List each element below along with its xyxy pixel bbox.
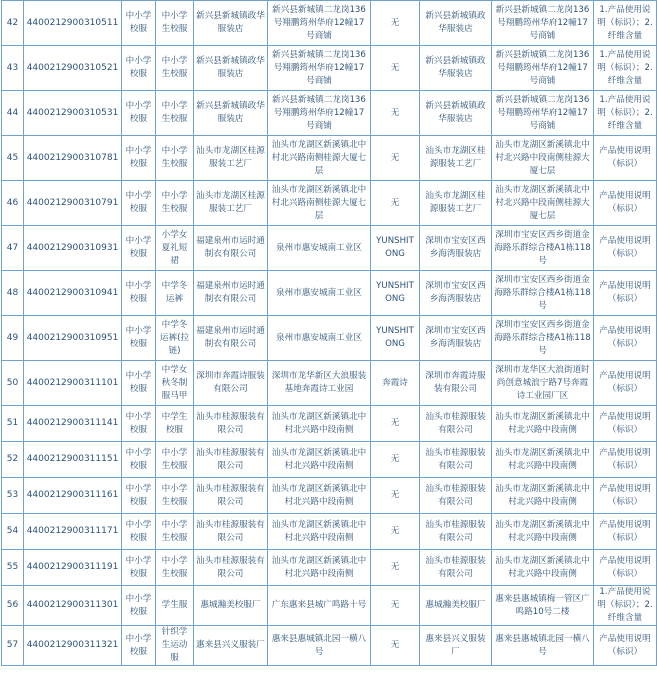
cell-sample-code: 4400212900310951 (24, 316, 122, 361)
cell-nonconforming-items: 产品使用说明（标识） (594, 406, 657, 442)
table-row (2, 181, 657, 226)
cell-manufacturer-address: 深圳市龙华新区大浪服装基地奔霞诗工业园 (268, 361, 371, 406)
table-row (2, 316, 657, 361)
cell-nonconforming-items: 产品使用说明（标识） (594, 550, 657, 586)
cell-sample-code: 4400212900311161 (24, 478, 122, 514)
cell-brand: 无 (371, 91, 420, 136)
cell-nonconforming-items: 1.产品使用说明（标识）；2.纤维含量 (594, 1, 657, 46)
cell-row-number: 48 (2, 271, 24, 316)
cell-product-name: 中小学生校服 (156, 550, 194, 586)
cell-nonconforming-items: 产品使用说明（标识） (594, 271, 657, 316)
cell-product-name: 中小学生校服 (156, 514, 194, 550)
cell-brand: 无 (371, 406, 420, 442)
cell-manufacturer-address: 汕头市龙湖区新溪镇北中村北兴路中段南侧 (268, 514, 371, 550)
cell-row-number: 43 (2, 46, 24, 91)
cell-manufacturer: 福建泉州市运时通制衣有限公司 (194, 316, 268, 361)
cell-nonconforming-items: 1.产品使用说明（标识）；2.纤维含量 (594, 91, 657, 136)
cell-category: 中小学校服 (122, 626, 156, 666)
cell-row-number: 46 (2, 181, 24, 226)
cell-sample-code: 4400212900311101 (24, 361, 122, 406)
table-row (2, 91, 657, 136)
cell-seller-address: 新兴县新城镇二龙岗136号翔鹏筠州华府12幢17号商铺 (492, 1, 594, 46)
cell-nonconforming-items: 1.产品使用说明（标识）；2.纤维含量 (594, 586, 657, 626)
table-row (2, 586, 657, 626)
cell-seller-address: 汕头市龙湖区新溪镇北中村北兴路中段南侧 (492, 550, 594, 586)
cell-nonconforming-items: 产品使用说明（标识） (594, 316, 657, 361)
cell-manufacturer-address: 泉州市惠安城南工业区 (268, 226, 371, 271)
cell-row-number: 57 (2, 626, 24, 666)
cell-category: 中小学校服 (122, 478, 156, 514)
cell-seller: 新兴县新城镇政华服装店 (420, 46, 492, 91)
cell-seller-address: 汕头市龙湖区新溪镇北中村北兴路中段南侧 (492, 514, 594, 550)
cell-sample-code: 4400212900310781 (24, 136, 122, 181)
cell-row-number: 53 (2, 478, 24, 514)
cell-manufacturer: 深圳市奔霞诗服装有限公司 (194, 361, 268, 406)
cell-product-name: 中学生校服 (156, 406, 194, 442)
cell-manufacturer: 汕头市龙湖区桂源服装工艺厂 (194, 181, 268, 226)
cell-manufacturer-address: 汕头市龙湖区新溪镇北中村北兴路中段南侧 (268, 478, 371, 514)
cell-manufacturer: 福建泉州市运时通制衣有限公司 (194, 226, 268, 271)
cell-manufacturer: 惠来县兴义服装厂 (194, 626, 268, 666)
cell-manufacturer-address: 汕头市龙湖区新溪镇北中村北兴路中段南侧 (268, 442, 371, 478)
cell-seller-address: 汕头市龙湖区新溪镇北中村北兴路中段南侧 (492, 442, 594, 478)
cell-manufacturer: 汕头市桂源服装有限公司 (194, 514, 268, 550)
cell-manufacturer-address: 广东惠来县城广鸣路十号 (268, 586, 371, 626)
cell-manufacturer-address: 汕头市龙湖区新溪镇北中村北兴路南侧桂源大厦七层 (268, 181, 371, 226)
cell-nonconforming-items: 产品使用说明（标识） (594, 442, 657, 478)
cell-brand: 无 (371, 626, 420, 666)
cell-row-number: 50 (2, 361, 24, 406)
cell-row-number: 45 (2, 136, 24, 181)
cell-product-name: 学生服 (156, 586, 194, 626)
cell-brand: 无 (371, 550, 420, 586)
cell-seller-address: 汕头市龙湖区新溪镇北中村北兴路中段南侧 (492, 406, 594, 442)
cell-manufacturer-address: 新兴县新城镇二龙岗136号翔鹏筠州华府12幢17号商铺 (268, 91, 371, 136)
cell-manufacturer: 新兴县新城镇政华服装店 (194, 46, 268, 91)
cell-manufacturer-address: 惠来县惠城镇北园一横八号 (268, 626, 371, 666)
cell-manufacturer: 汕头市桂源服装有限公司 (194, 406, 268, 442)
table-row (2, 550, 657, 586)
table-row (2, 271, 657, 316)
cell-seller-address: 汕头市龙湖区新溪镇北中村北兴路中段南侧 (492, 478, 594, 514)
cell-row-number: 44 (2, 91, 24, 136)
cell-category: 中小学校服 (122, 271, 156, 316)
cell-nonconforming-items: 产品使用说明（标识） (594, 514, 657, 550)
cell-product-name: 中小学生校服 (156, 46, 194, 91)
cell-seller-address: 汕头市龙湖区新溪镇北中村北兴路中段南侧桂源大厦七层 (492, 181, 594, 226)
cell-seller-address: 深圳市龙华区大浪街道时尚创意城浪宁路7号奔霞诗工业园厂区 (492, 361, 594, 406)
cell-manufacturer: 惠城瀚美校服厂 (194, 586, 268, 626)
cell-sample-code: 4400212900310791 (24, 181, 122, 226)
cell-seller-address: 惠来县惠城镇梅一管区广鸣路10号二楼 (492, 586, 594, 626)
cell-row-number: 51 (2, 406, 24, 442)
cell-brand: 无 (371, 136, 420, 181)
inspection-results-table (1, 0, 657, 666)
cell-product-name: 中小学生校服 (156, 136, 194, 181)
cell-seller: 惠来县兴义服装厂 (420, 626, 492, 666)
cell-category: 中小学校服 (122, 361, 156, 406)
cell-manufacturer-address: 泉州市惠安城南工业区 (268, 316, 371, 361)
cell-brand: YUNSHITONG (371, 316, 420, 361)
cell-manufacturer: 新兴县新城镇政华服装店 (194, 91, 268, 136)
cell-category: 中小学校服 (122, 1, 156, 46)
cell-brand: 奔霞诗 (371, 361, 420, 406)
cell-category: 中小学校服 (122, 136, 156, 181)
cell-manufacturer-address: 汕头市龙湖区新溪镇北中村北兴路南侧桂源大厦七层 (268, 136, 371, 181)
cell-row-number: 49 (2, 316, 24, 361)
cell-category: 中小学校服 (122, 91, 156, 136)
cell-category: 中小学校服 (122, 514, 156, 550)
cell-sample-code: 4400212900311151 (24, 442, 122, 478)
cell-row-number: 54 (2, 514, 24, 550)
cell-sample-code: 4400212900310931 (24, 226, 122, 271)
cell-nonconforming-items: 产品使用说明（标识） (594, 136, 657, 181)
table-row (2, 1, 657, 46)
cell-sample-code: 4400212900311171 (24, 514, 122, 550)
table-row (2, 406, 657, 442)
cell-brand: 无 (371, 46, 420, 91)
cell-category: 中小学校服 (122, 442, 156, 478)
cell-product-name: 中小学生校服 (156, 442, 194, 478)
cell-nonconforming-items: 产品使用说明（标识） (594, 478, 657, 514)
cell-seller-address: 新兴县新城镇二龙岗136号翔鹏筠州华府12幢17号商铺 (492, 46, 594, 91)
cell-manufacturer-address: 泉州市惠安城南工业区 (268, 271, 371, 316)
cell-seller-address: 深圳市宝安区西乡街道金海路乐群综合楼A1栋118号 (492, 316, 594, 361)
cell-category: 中小学校服 (122, 550, 156, 586)
cell-nonconforming-items: 产品使用说明（标识） (594, 361, 657, 406)
cell-brand: 无 (371, 442, 420, 478)
cell-manufacturer-address: 新兴县新城镇二龙岗136号翔鹏筠州华府12幢17号商铺 (268, 46, 371, 91)
cell-category: 中小学校服 (122, 406, 156, 442)
cell-row-number: 55 (2, 550, 24, 586)
cell-nonconforming-items: 产品使用说明（标识） (594, 226, 657, 271)
cell-category: 中小学校服 (122, 46, 156, 91)
cell-seller: 汕头市桂源服装有限公司 (420, 442, 492, 478)
cell-seller: 汕头市桂源服装有限公司 (420, 478, 492, 514)
cell-nonconforming-items: 1.产品使用说明（标识）；2.纤维含量 (594, 46, 657, 91)
cell-row-number: 42 (2, 1, 24, 46)
cell-manufacturer: 汕头市桂源服装有限公司 (194, 550, 268, 586)
cell-seller: 汕头市桂源服装有限公司 (420, 514, 492, 550)
cell-seller: 惠城瀚美校服厂 (420, 586, 492, 626)
cell-category: 中小学校服 (122, 181, 156, 226)
cell-seller: 新兴县新城镇政华服装店 (420, 91, 492, 136)
cell-sample-code: 4400212900311301 (24, 586, 122, 626)
cell-manufacturer-address: 汕头市龙湖区新溪镇北中村北兴路中段南侧 (268, 550, 371, 586)
cell-brand: 无 (371, 478, 420, 514)
table-row (2, 626, 657, 666)
cell-row-number: 56 (2, 586, 24, 626)
cell-manufacturer-address: 新兴县新城镇二龙岗136号翔鹏筠州华府12幢17号商铺 (268, 1, 371, 46)
cell-brand: YUNSHITONG (371, 271, 420, 316)
cell-sample-code: 4400212900311321 (24, 626, 122, 666)
cell-sample-code: 4400212900311191 (24, 550, 122, 586)
cell-row-number: 47 (2, 226, 24, 271)
cell-sample-code: 4400212900310521 (24, 46, 122, 91)
cell-seller-address: 汕头市龙湖区新溪镇北中村北兴路中段南侧桂源大厦七层 (492, 136, 594, 181)
cell-seller: 深圳市宝安区西乡海湾服装店 (420, 316, 492, 361)
cell-sample-code: 4400212900310941 (24, 271, 122, 316)
cell-manufacturer: 新兴县新城镇政华服装店 (194, 1, 268, 46)
cell-seller: 深圳市宝安区西乡海湾服装店 (420, 271, 492, 316)
cell-sample-code: 4400212900311141 (24, 406, 122, 442)
cell-manufacturer: 福建泉州市运时通制衣有限公司 (194, 271, 268, 316)
cell-nonconforming-items: 产品使用说明（标识） (594, 626, 657, 666)
cell-product-name: 小学女夏礼短裙 (156, 226, 194, 271)
cell-product-name: 中小学生校服 (156, 181, 194, 226)
cell-product-name: 中学女秋冬制服马甲 (156, 361, 194, 406)
cell-brand: 无 (371, 1, 420, 46)
cell-brand: YUNSHITONG (371, 226, 420, 271)
cell-category: 中小学校服 (122, 316, 156, 361)
cell-seller-address: 惠来县惠城镇北园一横八号 (492, 626, 594, 666)
table-row (2, 136, 657, 181)
table-body (2, 1, 657, 666)
cell-manufacturer-address: 汕头市龙湖区新溪镇北中村北兴路中段南侧 (268, 406, 371, 442)
cell-seller: 汕头市桂源服装有限公司 (420, 406, 492, 442)
cell-manufacturer: 汕头市桂源服装有限公司 (194, 478, 268, 514)
cell-category: 中小学校服 (122, 586, 156, 626)
cell-seller: 深圳市奔霞诗服装有限公司 (420, 361, 492, 406)
cell-brand: 无 (371, 586, 420, 626)
table-row (2, 46, 657, 91)
table-row (2, 478, 657, 514)
cell-row-number: 52 (2, 442, 24, 478)
cell-seller: 新兴县新城镇政华服装店 (420, 1, 492, 46)
table-row (2, 442, 657, 478)
cell-sample-code: 4400212900310511 (24, 1, 122, 46)
cell-product-name: 针织学生运动服 (156, 626, 194, 666)
cell-category: 中小学校服 (122, 226, 156, 271)
cell-product-name: 中学冬运裤(拉链) (156, 316, 194, 361)
table-row (2, 361, 657, 406)
cell-seller: 深圳市宝安区西乡海湾服装店 (420, 226, 492, 271)
cell-product-name: 中小学生校服 (156, 1, 194, 46)
cell-manufacturer: 汕头市桂源服装有限公司 (194, 442, 268, 478)
table-row (2, 514, 657, 550)
cell-sample-code: 4400212900310531 (24, 91, 122, 136)
cell-product-name: 中学冬运裤 (156, 271, 194, 316)
cell-manufacturer: 汕头市龙湖区桂源服装工艺厂 (194, 136, 268, 181)
cell-seller: 汕头市龙湖区桂源服装工艺厂 (420, 181, 492, 226)
cell-brand: 无 (371, 514, 420, 550)
cell-seller-address: 深圳市宝安区西乡街道金海路乐群综合楼A1栋118号 (492, 226, 594, 271)
cell-seller: 汕头市桂源服装有限公司 (420, 550, 492, 586)
cell-brand: 无 (371, 181, 420, 226)
cell-seller: 汕头市龙湖区桂源服装工艺厂 (420, 136, 492, 181)
cell-seller-address: 深圳市宝安区西乡街道金海路乐群综合楼A1栋118号 (492, 271, 594, 316)
cell-product-name: 中小学生校服 (156, 91, 194, 136)
cell-product-name: 中小学生校服 (156, 478, 194, 514)
cell-seller-address: 新兴县新城镇二龙岗136号翔鹏筠州华府12幢17号商铺 (492, 91, 594, 136)
cell-nonconforming-items: 产品使用说明（标识） (594, 181, 657, 226)
table-row (2, 226, 657, 271)
